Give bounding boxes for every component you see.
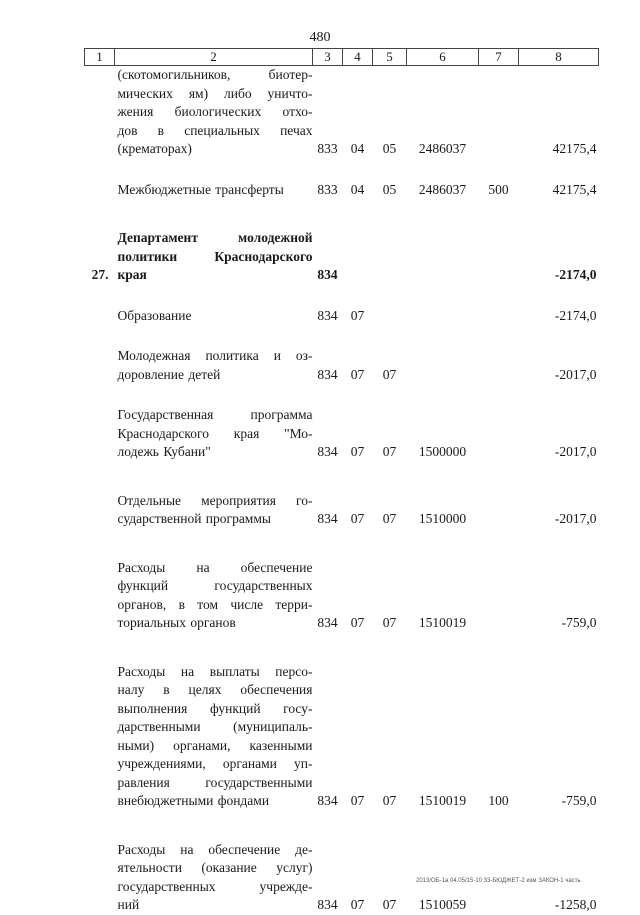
row-description (115, 492, 313, 529)
col-header-8: 8 (519, 49, 599, 66)
row-target-code (407, 307, 479, 326)
row-ministry-code: 833 (317, 181, 338, 197)
row-section-code: 07 (350, 793, 365, 808)
row-target-code: 1510059 (418, 897, 467, 912)
row-subsection-code: 07 (382, 511, 397, 526)
row-ministry-code: 834 (317, 793, 338, 808)
row-section-code: 04 (350, 181, 365, 197)
row-amount: -2017,0 (554, 511, 597, 526)
description-line: лодежь Кубани" (117, 444, 211, 459)
row-position-number (85, 307, 115, 326)
description-line: Расходы на обеспечение де- (117, 841, 313, 857)
row-position-number (85, 406, 115, 462)
col-header-3: 3 (313, 49, 343, 66)
table-row (85, 406, 599, 462)
row-description (115, 406, 313, 462)
row-target-code: 1510019 (418, 615, 467, 630)
description-line: Департамент молодежной (117, 230, 313, 245)
row-target-code: 2486037 (418, 141, 467, 156)
description-line: Молодежная политика и оз- (117, 348, 313, 363)
description-line: органов, в том числе терри- (117, 596, 313, 612)
row-description (115, 66, 313, 159)
row-position-number (85, 66, 115, 159)
row-subsection-code (373, 307, 407, 326)
row-spacer (85, 285, 599, 307)
row-description (115, 229, 313, 285)
row-target-code: 2486037 (418, 181, 467, 197)
col-header-5: 5 (373, 49, 407, 66)
description-line: (скотомогильников, биотер- (117, 67, 313, 82)
row-section-code: 04 (350, 141, 365, 156)
row-target-code: 1510000 (418, 511, 467, 526)
row-subsection-code: 05 (382, 141, 397, 156)
table-row (85, 181, 599, 200)
col-header-7: 7 (479, 49, 519, 66)
description-line: края (117, 267, 147, 282)
page-number: 480 (309, 30, 331, 45)
row-expense-type-code (479, 229, 519, 285)
footer-filepath: 2013/ОБ-1а 04.05/15-10 33-БЮДЖЕТ-2 изм ЗАКОН-1 часть (416, 878, 581, 884)
row-expense-type-code (479, 492, 519, 529)
description-line: (крематорах) (117, 141, 192, 156)
col-header-1: 1 (85, 49, 115, 66)
row-description (115, 559, 313, 633)
budget-table (84, 48, 599, 915)
row-description (115, 181, 313, 200)
row-position-number (85, 347, 115, 384)
row-amount: 42175,4 (552, 141, 597, 156)
row-amount: -759,0 (561, 615, 597, 630)
row-spacer (85, 633, 599, 663)
row-amount: -2017,0 (554, 444, 597, 459)
description-line: государственных учрежде- (117, 878, 313, 894)
row-target-code (407, 229, 479, 285)
row-ministry-code: 834 (317, 444, 338, 459)
description-line: налу в целях обеспечения (117, 682, 313, 697)
row-amount: -1258,0 (554, 897, 597, 912)
row-amount: -759,0 (561, 793, 597, 808)
row-description (115, 347, 313, 384)
row-position-number (85, 492, 115, 529)
description-line: доровление детей (117, 366, 221, 382)
row-spacer (85, 462, 599, 492)
column-numbers-row (85, 49, 599, 66)
row-description (115, 841, 313, 915)
description-line: мических ям) либо уничто- (117, 85, 313, 101)
row-amount: -2174,0 (554, 307, 597, 323)
row-subsection-code: 07 (382, 366, 397, 382)
row-ministry-code: 834 (317, 897, 338, 912)
description-line: Образование (117, 307, 192, 323)
row-ministry-code: 834 (317, 307, 338, 323)
row-position-number (85, 841, 115, 915)
row-position-number: 27. (91, 267, 109, 282)
row-ministry-code: 833 (317, 141, 338, 156)
row-amount: -2174,0 (554, 267, 597, 282)
row-expense-type-code (479, 307, 519, 326)
description-line: дарственными (муниципаль- (117, 719, 313, 734)
row-description (115, 307, 313, 326)
row-description (115, 663, 313, 811)
row-target-code: 1500000 (418, 444, 467, 459)
row-position-number (85, 663, 115, 811)
description-line: функций государственных (117, 578, 313, 593)
row-ministry-code: 834 (317, 366, 338, 382)
description-line: внебюджетными фондами (117, 793, 270, 808)
description-line: учреждениями, органами уп- (117, 756, 313, 771)
description-line: Отдельные мероприятия го- (117, 492, 313, 508)
table-row (85, 559, 599, 633)
description-line: ными) органами, казенными (117, 737, 313, 753)
description-line: Межбюджетные трансферты (117, 181, 284, 197)
row-section-code: 07 (350, 444, 365, 459)
row-expense-type-code (479, 66, 519, 159)
row-spacer (85, 199, 599, 229)
row-subsection-code: 07 (382, 615, 397, 630)
row-section-code: 07 (350, 307, 365, 323)
description-line: равления государственными (117, 774, 313, 790)
row-subsection-code: 07 (382, 444, 397, 459)
row-ministry-code: 834 (317, 267, 338, 282)
table-row (85, 66, 599, 159)
row-position-number (85, 559, 115, 633)
row-section-code: 07 (350, 366, 365, 382)
row-expense-type-code: 500 (488, 181, 509, 197)
row-amount: 42175,4 (552, 181, 597, 197)
col-header-4: 4 (343, 49, 373, 66)
description-line: дов в специальных печах (117, 122, 313, 138)
description-line: выполнения функций госу- (117, 700, 313, 716)
row-amount: -2017,0 (554, 366, 597, 382)
description-line: Краснодарского края "Мо- (117, 425, 313, 441)
table-row (85, 492, 599, 529)
row-section-code: 07 (350, 615, 365, 630)
row-spacer (85, 529, 599, 559)
row-target-code: 1510019 (418, 793, 467, 808)
row-subsection-code: 05 (382, 181, 397, 197)
row-expense-type-code (479, 406, 519, 462)
row-expense-type-code (479, 347, 519, 384)
table-row (85, 663, 599, 811)
col-header-2: 2 (115, 49, 313, 66)
row-subsection-code: 07 (382, 793, 397, 808)
row-position-number (85, 181, 115, 200)
table-row (85, 347, 599, 384)
description-line: политики Краснодарского (117, 248, 313, 264)
description-line: Расходы на обеспечение (117, 559, 313, 575)
description-line: Расходы на выплаты персо- (117, 663, 313, 679)
row-target-code (407, 347, 479, 384)
budget-table-sheet (84, 48, 598, 915)
row-expense-type-code (479, 559, 519, 633)
table-row (85, 229, 599, 285)
row-subsection-code (373, 229, 407, 285)
row-spacer (85, 811, 599, 841)
row-section-code (343, 229, 373, 285)
description-line: ятельности (оказание услуг) (117, 860, 313, 875)
row-ministry-code: 834 (317, 615, 338, 630)
description-line: Государственная программа (117, 407, 313, 422)
description-line: ний (117, 897, 140, 912)
col-header-6: 6 (407, 49, 479, 66)
row-ministry-code: 834 (317, 511, 338, 526)
row-spacer (85, 159, 599, 181)
row-section-code: 07 (350, 897, 365, 912)
row-section-code: 07 (350, 511, 365, 526)
table-row (85, 307, 599, 326)
description-line: жения биологических отхо- (117, 104, 313, 119)
row-spacer (85, 325, 599, 347)
description-line: ториальных органов (117, 615, 236, 630)
row-expense-type-code: 100 (488, 793, 509, 808)
row-spacer (85, 384, 599, 406)
row-subsection-code: 07 (382, 897, 397, 912)
description-line: сударственной программы (117, 511, 271, 526)
